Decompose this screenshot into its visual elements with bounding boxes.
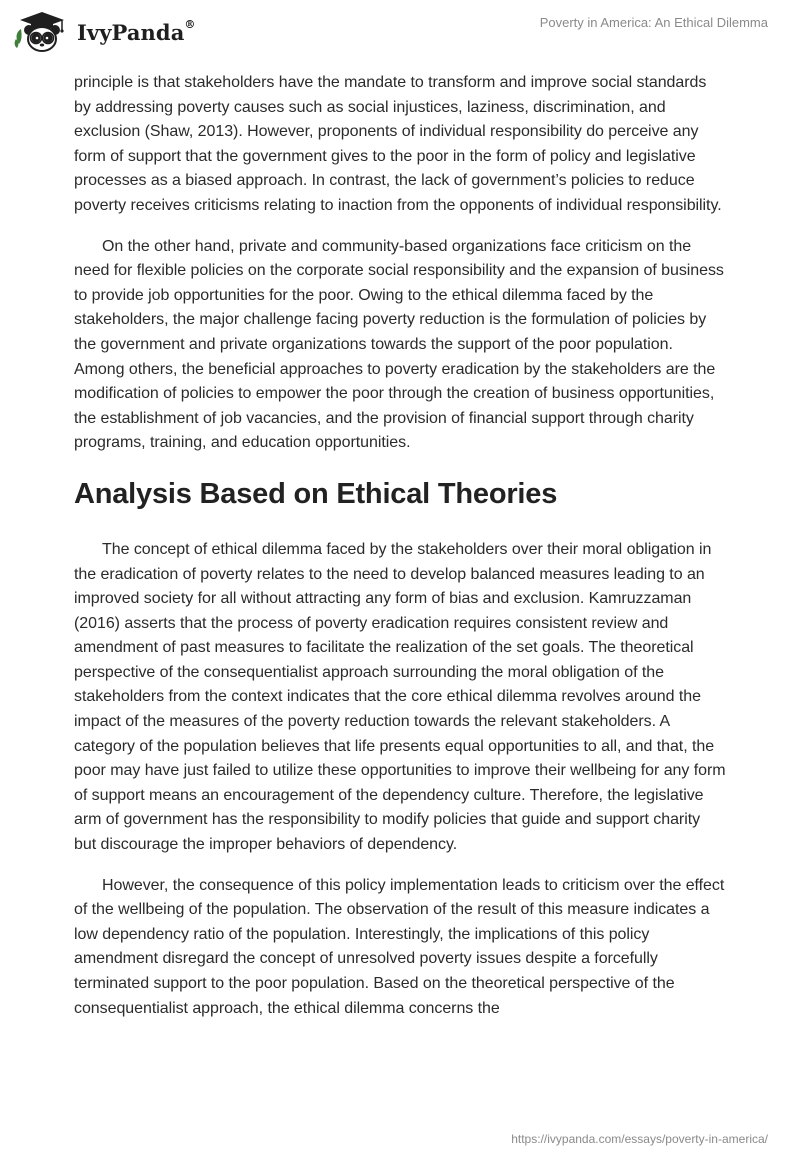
document-title: Poverty in America: An Ethical Dilemma (539, 15, 768, 30)
paragraph-4: However, the consequence of this policy implementation leads to criticism over the effect of the wellbeing of the population. The observation of the result of this measure indicates a low dependency ratio of the population. Interestingly, the implications of this policy amendment disregard the concept of unresolved poverty issues despite a forcefully terminated support to the poor population. Based on the theoretical perspective of the consequentialist approach, the ethical dilemma concerns the (74, 876, 725, 1017)
registered-mark: ® (184, 17, 196, 31)
ivypanda-logo[interactable] (14, 10, 196, 54)
page-header (0, 0, 800, 70)
section-heading: Analysis Based on Ethical Theories (74, 477, 558, 510)
paragraph-1: principle is that stakeholders have the mandate to transform and improve social standards by addressing poverty causes such as social injustices, laziness, discrimination, and exclusion (Shaw, 2013). However, proponents of individual responsibility do perceive any form of support that the government gives to the poor in the form of policy and legislative processes as a biased approach. In contrast, the lack of government’s policies to reduce poverty receives criticisms relating to inaction from the opponents of individual responsibility. (74, 74, 722, 214)
paragraph-2: On the other hand, private and community-based organizations face criticism on the need for flexible policies on the corporate social responsibility and the expansion of business to provide job opportunities for the poor. Owing to the ethical dilemma faced by the stakeholders, the major challenge facing poverty reduction is the formulation of policies by the government and private organizations towards the support of the poor population. Among others, the beneficial approaches to poverty eradication by the stakeholders are the modification of policies to empower the poor through the creation of business opportunities, the establishment of job vacancies, and the provision of financial support through charity programs, training, and education opportunities. (74, 237, 724, 452)
paragraph-3: The concept of ethical dilemma faced by the stakeholders over their moral obligation in the eradication of poverty relates to the need to develop balanced measures leading to an improved society for all without attracting any form of bias and exclusion. Kamruzzaman (2016) asserts that the process of poverty eradication requires consistent review and amendment of past measures to facilitate the realization of the set goals. The theoretical perspective of the consequentialist approach surrounding the moral obligation of the stakeholders from the context indicates that the core ethical dilemma revolves around the impact of the measures of the poverty reduction towards the relevant stakeholders. A category of the population believes that life presents equal opportunities to all, and that, the poor may have just failed to utilize these opportunities to improve their wellbeing for any form of support means an encouragement of the dependency culture. Therefore, the legislative arm of government has the responsibility to modify policies that guide and support charity but discourage the improper behaviors of dependency. (74, 540, 726, 854)
panda-graduate-icon (14, 10, 70, 54)
logo-wordmark: IvyPanda® (77, 17, 196, 45)
essay-body (74, 71, 726, 1037)
source-url-link[interactable]: https://ivypanda.com/essays/poverty-in-america/ (511, 1132, 768, 1146)
